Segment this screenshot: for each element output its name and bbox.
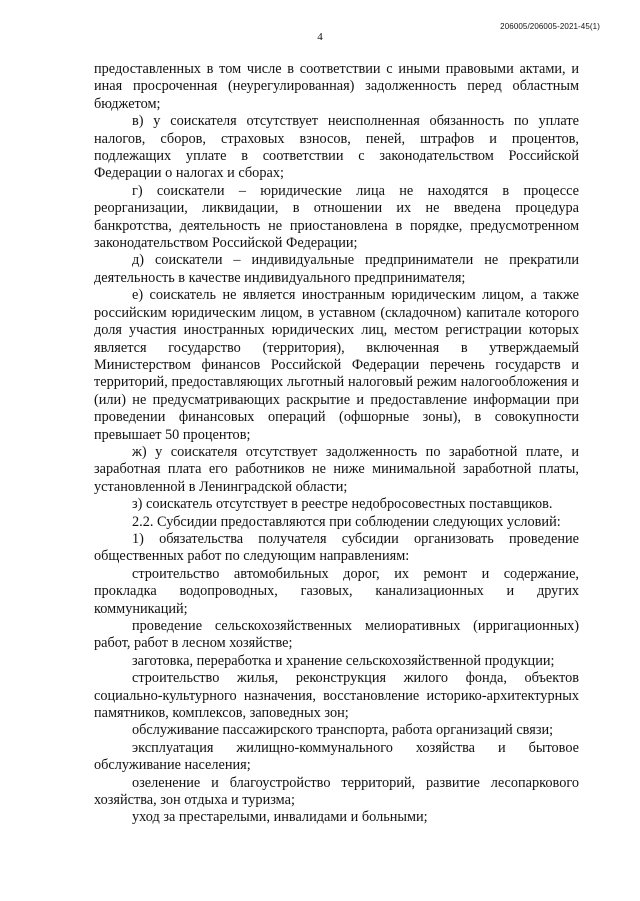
paragraph-item-v: в) у соискателя отсутствует неисполненная обязанность по уплате налогов, сборов, страховых взносов, пеней, штрафов и процентов, подлежащих уплате в соответствии с законодательством Российской Федерации о налогах и сборах;: [94, 113, 579, 182]
page-number: 4: [317, 31, 323, 43]
paragraph-direction-housing: строительство жилья, реконструкция жилого фонда, объектов социально-культурного назначения, восстановление историко-архитектурных памятников, комплексов, заповедных зон;: [94, 670, 579, 722]
paragraph-direction-melioration: проведение сельскохозяйственных мелиоративных (ирригационных) работ, работ в лесном хозяйстве;: [94, 618, 579, 652]
paragraph-continuation: предоставленных в том числе в соответствии с иными правовыми актами, и иная просроченная (неурегулированная) задолженность перед областным бюджетом;: [94, 61, 579, 112]
paragraph-item-z: з) соискатель отсутствует в реестре недобросовестных поставщиков.: [132, 496, 553, 513]
paragraph-direction-care: уход за престарелыми, инвалидами и больными;: [132, 809, 428, 826]
paragraph-direction-transport: обслуживание пассажирского транспорта, работа организаций связи;: [132, 722, 554, 739]
paragraph-condition-1: 1) обязательства получателя субсидии организовать проведение общественных работ по следующим направлениям:: [94, 530, 579, 565]
paragraph-item-d: д) соискатели – индивидуальные предприниматели не прекратили деятельность в качестве индивидуального предпринимателя;: [94, 252, 579, 286]
paragraph-direction-landscaping: озеленение и благоустройство территорий, развитие лесопаркового хозяйства, зон отдыха и туризма;: [94, 774, 579, 809]
paragraph-item-zh: ж) у соискателя отсутствует задолженность по заработной плате, и заработная плата его работников не ниже минимальной заработной платы, установленной в Ленинградской области;: [94, 443, 579, 495]
paragraph-direction-utilities: эксплуатация жилищно-коммунального хозяйства и бытовое обслуживание населения;: [94, 739, 579, 774]
document-id: 206005/206005-2021-45(1): [500, 22, 600, 31]
paragraph-item-e: е) соискатель не является иностранным юридическим лицом, а также российским юридическим лицом, в уставном (складочном) капитале которого доля участия иностранных юридических лиц, местом регистрации которых является государство (территория), включенная в утверждаемый Министерством финансов Российской Федерации перечень государств и территорий, предоставляющих льготный налоговый режим налогообложения и (или) не предусматривающих раскрытие и предоставление информации при проведении финансовых операций (офшорные зоны), в совокупности превышает 50 процентов;: [94, 287, 579, 443]
document-body: [94, 61, 579, 827]
paragraph-section-2-2: 2.2. Субсидии предоставляются при соблюдении следующих условий:: [132, 513, 561, 530]
paragraph-direction-roads: строительство автомобильных дорог, их ремонт и содержание, прокладка водопроводных, газовых, канализационных и других коммуникаций;: [94, 565, 579, 617]
paragraph-item-g: г) соискатели – юридические лица не находятся в процессе реорганизации, ликвидации, в отношении их не введена процедура банкротства, деятельность не приостановлена в порядке, предусмотренном законодательством Российской Федерации;: [94, 182, 579, 252]
paragraph-direction-agriculture: заготовка, переработка и хранение сельскохозяйственной продукции;: [132, 652, 555, 669]
